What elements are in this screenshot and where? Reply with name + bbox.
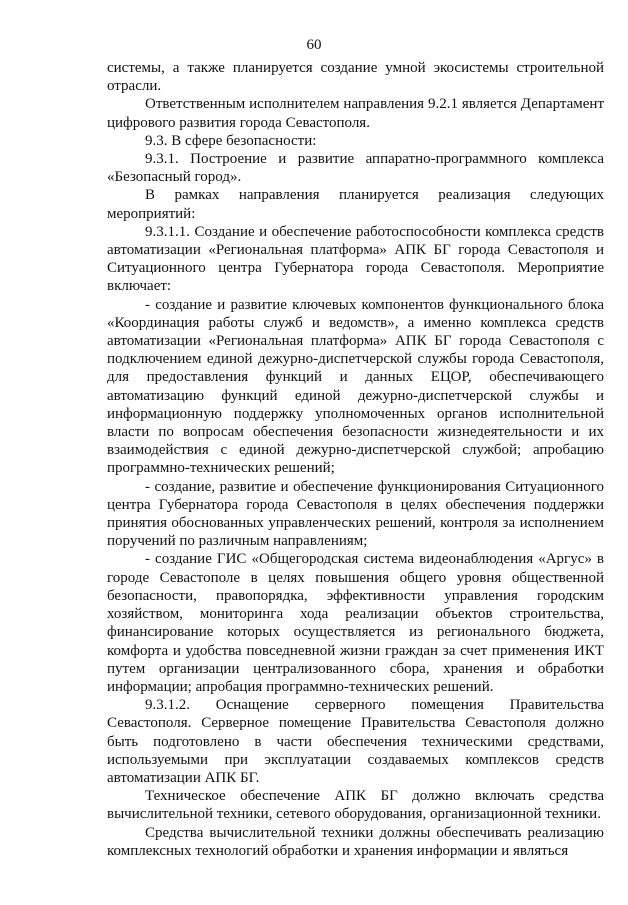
paragraph: системы, а также планируется создание умной экосистемы строительной отрасли. [107, 60, 604, 95]
page-number: 60 [306, 37, 322, 53]
paragraph: 9.3.1. Построение и развитие аппаратно-программного комплекса «Безопасный город». [107, 151, 604, 186]
paragraph: - создание ГИС «Общегородская система видеонаблюдения «Аргус» в городе Севастополе в целях повышения общего уровня общественной безопасности, правопорядка, эффективности управления городским хозяйством, мониторинга хода реализации объектов строительства, финансирование которых осуществляется из регионального бюджета, комфорта и удобства повседневной жизни граждан за счет применения ИКТ путем организации централизованного сбора, хранения и обработки информации; апробация программно-технических решений. [107, 551, 604, 695]
paragraph: - создание, развитие и обеспечение функционирования Ситуационного центра Губернатора города Севастополя в целях обеспечения поддержки принятия обоснованных управленческих решений, контроля за исполнением поручений по различным направлениям; [107, 478, 604, 550]
paragraph: Средства вычислительной техники должны обеспечивать реализацию комплексных технологий обработки и хранения информации и являться [107, 824, 604, 859]
paragraph: 9.3.1.1. Создание и обеспечение работоспособности комплекса средств автоматизации «Региональная платформа» АПК БГ города Севастополя и Ситуационного центра Губернатора города Севастополя. Мероприятие включает: [107, 223, 604, 295]
paragraph: Ответственным исполнителем направления 9.2.1 является Департамент цифрового развития города Севастополя. [107, 96, 604, 131]
paragraph: - создание и развитие ключевых компонентов функционального блока «Координация работы служб и ведомств», а именно комплекса средств автоматизации «Региональная платформа» АПК БГ города Севастополя с подключением единой дежурно-диспетчерской службы города Севастополя, для предоставления функций и данных ЕЦОР, обеспечивающего автоматизацию функций единой дежурно-диспетчерской службы и информационную поддержку уполномоченных органов исполнительной власти по вопросам обеспечения безопасности жизнедеятельности и их взаимодействия с единой дежурно-диспетчерской службой; апробацию программно-технических решений; [107, 296, 604, 477]
document-body [107, 59, 604, 860]
paragraph: В рамках направления планируется реализация следующих мероприятий: [107, 187, 604, 222]
paragraph: 9.3. В сфере безопасности: [145, 132, 317, 149]
paragraph: Техническое обеспечение АПК БГ должно включать средства вычислительной техники, сетевого оборудования, организационной техники. [107, 788, 604, 823]
paragraph: 9.3.1.2. Оснащение серверного помещения Правительства Севастополя. Серверное помещение Правительства Севастополя должно быть подготовлено в части обеспечения техническими средствами, используемыми при эксплуатации создаваемых комплексов средств автоматизации АПК БГ. [107, 697, 604, 786]
